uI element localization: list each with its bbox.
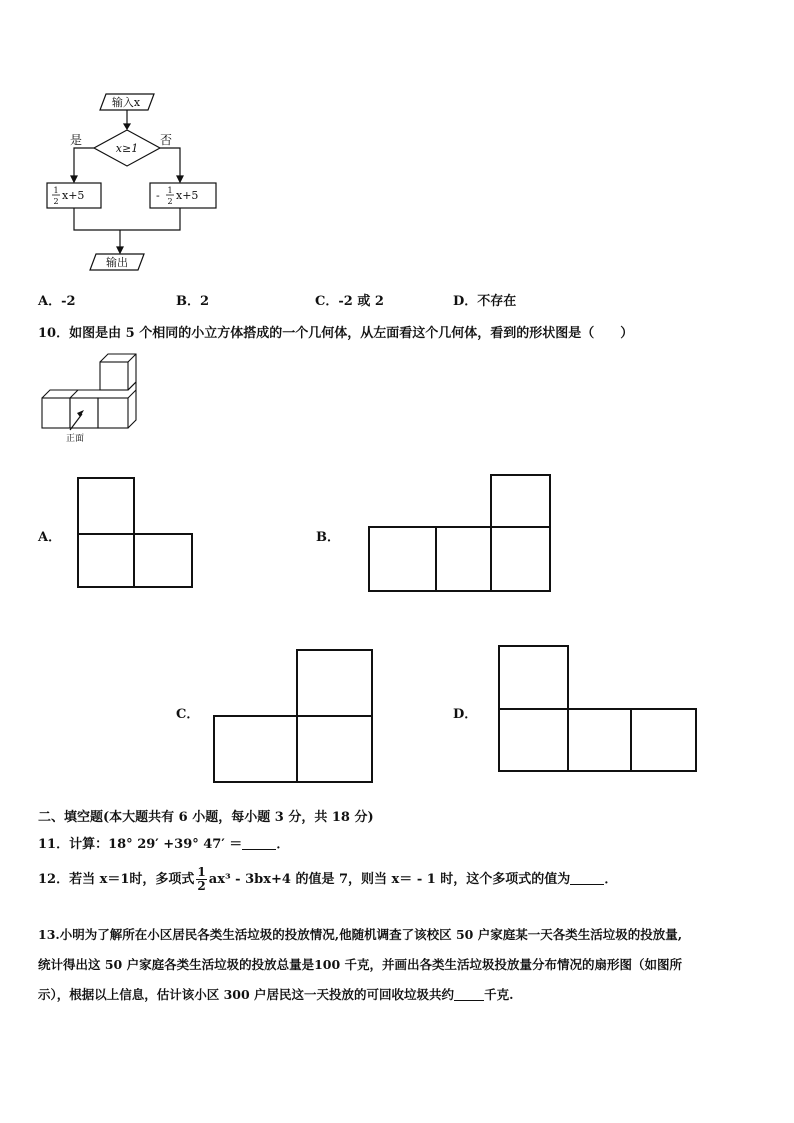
q13-answer-blank[interactable] [454, 988, 484, 1001]
q10-option-b-label[interactable]: B． [316, 530, 340, 545]
q12-fraction [196, 866, 206, 893]
q10-option-a-figure[interactable] [74, 474, 198, 592]
q10-option-d-figure[interactable] [494, 642, 702, 776]
flow-left-frac-den: 2 [53, 197, 59, 206]
q13-line-3a: 示），根据以上信息，估计该小区 300 户居民这一天投放的可回收垃圾共约 [38, 987, 455, 1002]
q10-text: 10．如图是由 5 个相同的小立方体搭成的一个几何体，从左面看这个几何体，看到的形状图是（ ） [38, 326, 634, 341]
section-2-heading: 二、填空题(本大题共有 6 小题，每小题 3 分，共 18 分) [38, 810, 374, 825]
flowchart-figure [40, 88, 230, 278]
flow-output-label: 输出 [106, 256, 128, 269]
q13-paragraph [38, 920, 758, 1010]
flow-left-frac-num: 1 [53, 186, 59, 195]
q11-answer-blank[interactable] [242, 837, 276, 850]
flow-input-label: 输入x [111, 96, 141, 109]
q12-frac-den: 2 [197, 879, 206, 893]
q9-option-a[interactable]: A．-2 [38, 294, 76, 309]
flow-no-label: 否 [159, 133, 173, 147]
q12-text [38, 866, 617, 893]
front-label: 正面 [66, 434, 85, 444]
q13-line-3b: 千克. [484, 987, 514, 1002]
q10-option-c-label[interactable]: C． [176, 707, 200, 722]
q12-prefix: 12．若当 x＝1时，多项式 [38, 872, 195, 887]
q12-answer-blank[interactable] [570, 872, 604, 885]
q10-option-d-label[interactable]: D． [453, 707, 478, 722]
flow-yes-label: 是 [69, 133, 83, 147]
q12-frac-num: 1 [197, 865, 206, 879]
q10-option-c-figure[interactable] [210, 646, 380, 788]
cube-solid-figure [36, 346, 148, 446]
q9-option-c[interactable]: C．-2 或 2 [315, 294, 384, 309]
flow-right-frac-num: 1 [167, 186, 173, 195]
flow-right-minus: - [156, 189, 160, 202]
q12-middle: ax³ - 3bx+4 的值是 7，则当 x＝ - 1 时，这个多项式的值为 [208, 872, 571, 887]
q9-option-d[interactable]: D．不存在 [453, 294, 517, 309]
q11-text [38, 833, 289, 852]
q10-option-a-label[interactable]: A． [38, 530, 62, 545]
q13-line-1: 13.小明为了解所在小区居民各类生活垃圾的投放情况,他随机调查了该校区 50 户家庭某一天各类生活垃圾的投放量, [38, 927, 683, 942]
q13-line-2: 统计得出这 50 户家庭各类生活垃圾的投放总量是100 千克，并画出各类生活垃圾投放量分布情况的扇形图（如图所 [38, 957, 683, 972]
flow-left-formula: x+5 [62, 189, 85, 202]
q11-question: 11．计算：18° 29′ +39° 47′ ＝ [38, 837, 243, 852]
flow-right-frac-den: 2 [167, 197, 173, 206]
q12-suffix: ． [604, 872, 618, 887]
q9-option-b[interactable]: B．2 [176, 294, 210, 309]
flow-right-formula: x+5 [176, 189, 199, 202]
q11-end: ． [276, 837, 290, 852]
q13-line-3 [38, 980, 758, 1010]
flow-condition-label: x≥1 [115, 142, 139, 155]
q10-option-b-figure[interactable] [364, 472, 556, 596]
